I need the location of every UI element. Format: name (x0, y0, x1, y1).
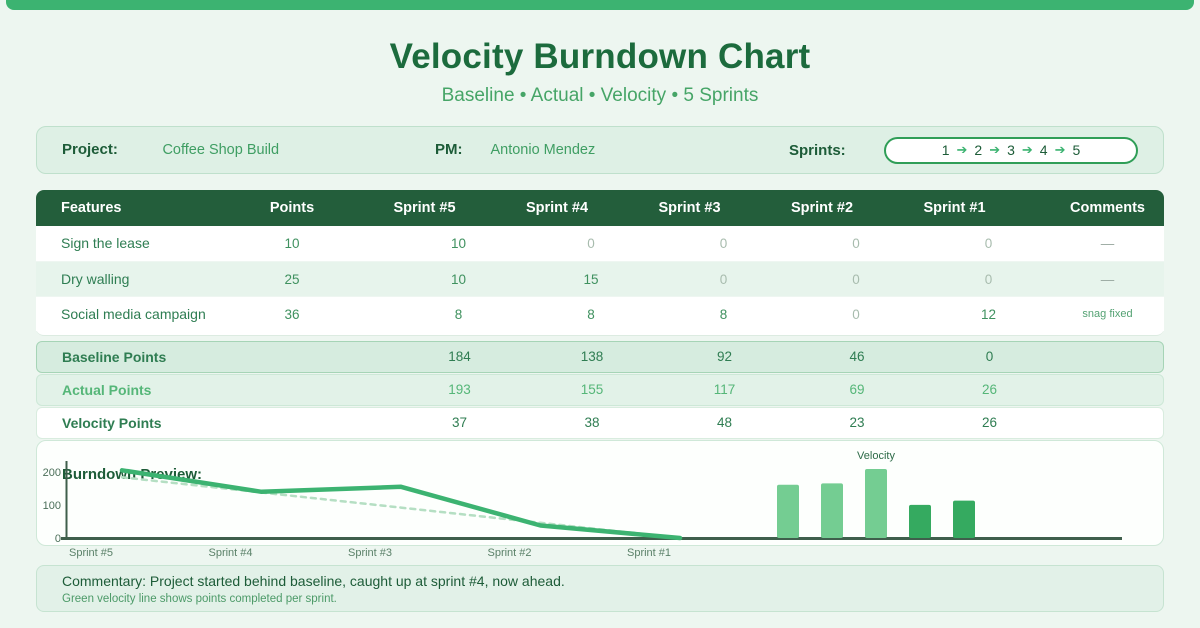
sprint-value: 10 (450, 272, 467, 287)
chart-x-axis-labels (36, 547, 1164, 561)
x-axis-label: Sprint #1 (626, 547, 672, 559)
sprint-value: 12 (980, 307, 997, 322)
velocity-bar (865, 469, 887, 538)
project-field (62, 141, 435, 159)
page-subtitle: Baseline • Actual • Velocity • 5 Sprints (441, 85, 759, 106)
summary-value: 69 (849, 382, 865, 397)
sprint-number: 3 (1007, 142, 1015, 158)
summary-label: Velocity Points (62, 415, 162, 431)
column-header: Features (61, 200, 122, 216)
table-row (36, 261, 1164, 296)
sprint-number: 5 (1072, 142, 1081, 158)
sprint-value: 8 (719, 307, 728, 322)
sprint-value: 0 (984, 236, 993, 251)
x-axis-label: Sprint #5 (68, 547, 114, 559)
column-header: Comments (1070, 200, 1145, 216)
sprint-value: 15 (583, 272, 599, 287)
arrow-right-icon: ➔ (956, 142, 968, 157)
summary-value: 26 (981, 382, 998, 397)
sprint-sequence-pill[interactable] (884, 137, 1138, 164)
points-value: 36 (284, 307, 300, 322)
summary-row (36, 407, 1164, 439)
table-row (36, 226, 1164, 261)
velocity-bar (777, 485, 799, 538)
column-header: Points (269, 200, 315, 216)
arrow-right-icon: ➔ (989, 142, 1001, 157)
burndown-chart-card (36, 440, 1164, 546)
sprints-field (789, 137, 1138, 164)
x-axis-label: Sprint #4 (208, 547, 253, 559)
summary-row (36, 341, 1164, 373)
summary-label: Actual Points (62, 382, 152, 398)
sprint-value: 0 (852, 272, 860, 287)
column-header: Sprint #5 (393, 200, 456, 216)
sprint-number: 1 (941, 142, 950, 158)
summary-spacer (1022, 408, 1165, 438)
features-table (36, 190, 1164, 336)
velocity-bar (909, 505, 931, 538)
comment-value: — (1100, 272, 1115, 287)
pm-field (435, 141, 789, 159)
summary-spacer (1022, 342, 1165, 372)
comment-value: snag fixed (1082, 308, 1133, 320)
commentary-box (36, 565, 1164, 612)
comment-value: — (1100, 236, 1115, 251)
x-axis-label: Sprint #2 (487, 547, 532, 559)
velocity-bar (953, 501, 975, 538)
summary-value: 0 (985, 349, 994, 364)
summary-row (36, 374, 1164, 406)
column-header: Sprint #2 (790, 200, 854, 216)
pm-value: Antonio Mendez (490, 142, 596, 158)
arrow-right-icon: ➔ (1021, 142, 1033, 157)
pm-label: PM: (435, 141, 463, 158)
sprint-value: 8 (454, 307, 463, 322)
summary-spacer (1022, 375, 1165, 405)
summary-value: 184 (448, 349, 471, 364)
velocity-bar (821, 483, 843, 538)
column-header: Sprint #3 (658, 200, 721, 216)
project-label: Project: (62, 141, 118, 158)
points-value: 25 (284, 272, 300, 287)
commentary-note: Green velocity line shows points completed per sprint. (62, 593, 337, 605)
burndown-chart (37, 441, 1165, 547)
y-tick-label: 100 (42, 500, 61, 512)
sprint-value: 0 (587, 236, 595, 251)
table-header-row (36, 190, 1164, 226)
page-title: Velocity Burndown Chart (389, 37, 811, 76)
column-header: Sprint #1 (923, 200, 986, 216)
actual-line (122, 470, 680, 538)
summary-value: 38 (584, 415, 600, 430)
project-info-bar (36, 126, 1164, 174)
sprint-number: 2 (974, 142, 983, 158)
table-body (36, 226, 1164, 331)
points-value: 10 (284, 236, 300, 251)
commentary-text: Commentary: Project started behind baseline, caught up at sprint #4, now ahead. (62, 573, 565, 589)
summary-value: 23 (849, 415, 865, 430)
sprint-value: 10 (450, 236, 467, 251)
x-axis-label: Sprint #3 (347, 547, 393, 559)
summary-value: 46 (849, 349, 865, 364)
sprint-value: 0 (852, 307, 860, 322)
feature-name: Sign the lease (61, 235, 150, 251)
bars-legend-label: Velocity (857, 450, 895, 462)
sprints-label: Sprints: (789, 141, 846, 159)
column-header: Sprint #4 (525, 200, 589, 216)
sprint-value: 0 (852, 236, 860, 251)
summary-value: 92 (716, 349, 733, 364)
summary-value: 26 (981, 415, 998, 430)
feature-name: Social media campaign (61, 306, 206, 322)
y-tick-label: 0 (54, 533, 61, 545)
summary-value: 193 (448, 382, 471, 397)
feature-name: Dry walling (61, 271, 130, 287)
top-accent-bar (6, 0, 1194, 10)
summary-value: 48 (716, 415, 733, 430)
chart-title: Burndown Preview: (62, 466, 203, 483)
summary-value: 117 (713, 382, 736, 397)
summary-value: 37 (451, 415, 468, 430)
arrow-right-icon: ➔ (1054, 142, 1066, 157)
sprint-value: 8 (587, 307, 595, 322)
sprint-value: 0 (984, 272, 993, 287)
sprint-number: 4 (1039, 142, 1048, 158)
summary-value: 155 (580, 382, 604, 397)
table-row (36, 296, 1164, 331)
summary-value: 138 (580, 349, 604, 364)
project-value: Coffee Shop Build (162, 142, 280, 158)
sprint-value: 0 (719, 236, 728, 251)
y-tick-label: 200 (42, 467, 61, 479)
summary-label: Baseline Points (62, 349, 167, 365)
sprint-value: 0 (719, 272, 728, 287)
